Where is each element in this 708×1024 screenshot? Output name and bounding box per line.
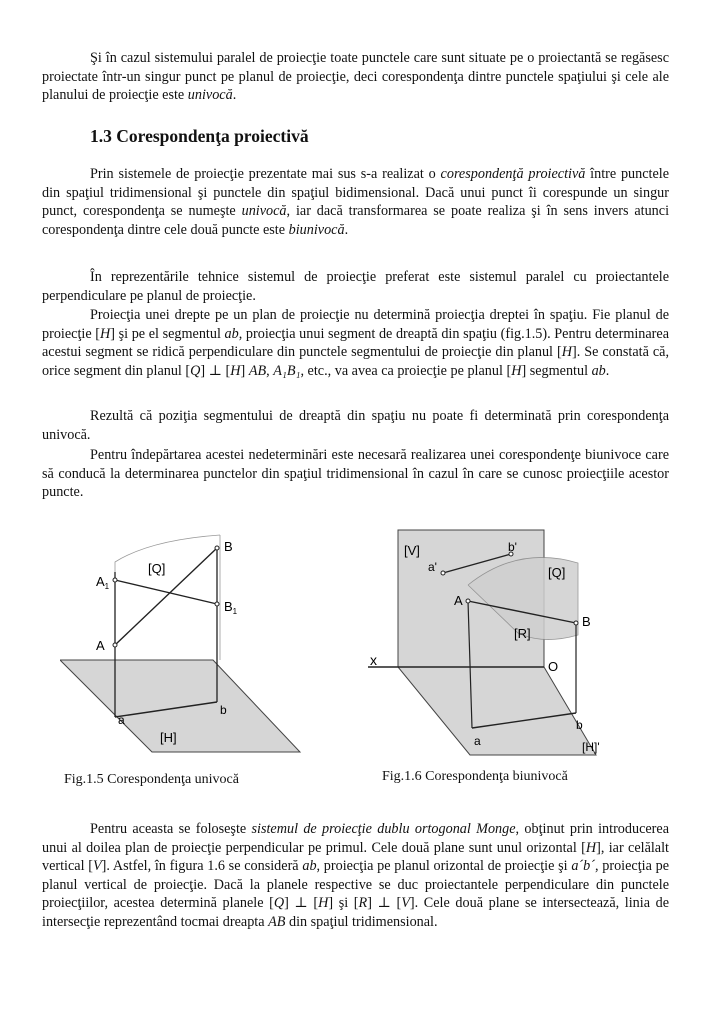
label-q: [Q] bbox=[548, 565, 566, 580]
label-a-lower: a bbox=[118, 713, 125, 727]
point-a1 bbox=[113, 578, 117, 582]
label-q: [Q] bbox=[148, 561, 166, 576]
caption-fig-1-6: Fig.1.6 Corespondenţa biunivocă bbox=[382, 769, 568, 784]
label-a: A bbox=[96, 638, 105, 653]
label-x: x bbox=[370, 652, 377, 668]
label-b-lower: b bbox=[220, 703, 227, 717]
label-a: A bbox=[454, 593, 463, 608]
label-b1: $B_1$ bbox=[224, 599, 238, 616]
paragraph-technical-representations: În reprezentările tehnice sistemul de proiecţie preferat este sistemul paralel cu proiectantele perpendiculare pe planul de proiecţie. bbox=[42, 269, 669, 304]
paragraph-parallel-projection: Şi în cazul sistemului paralel de proiecţie toate punctele care sunt situate pe o proiectantă se regăsesc proiectate într-un singur punct pe planul de proiecţie, deci corespondenţa dintre punctele spaţiului şi cele ale planului de proiecţie este univocă. bbox=[42, 50, 669, 104]
plane-h bbox=[60, 660, 300, 752]
label-b: B bbox=[224, 539, 233, 554]
paragraph-line-projection: Proiecţia unei drepte pe un plan de proiecţie nu determină proiecţia dreptei în spaţiu. Fie planul de proiecţie [H] şi pe el segmentul ab, proiecţia unui segment de dreaptă din spaţiu (fig.1.5). Pentru determinarea acestui segment se ridică perpendiculare din punctele segmentului de proiecţie din planul [H]. Se constată că, orice segment din planul [Q] ⊥ [H] AB, A₁B₁, etc., va avea ca proiecţie pe planul [H] segmentul ab. bbox=[42, 307, 670, 379]
label-b-lower: b bbox=[576, 718, 583, 732]
segment-ab-space bbox=[115, 548, 217, 645]
point-a bbox=[113, 643, 117, 647]
label-a1: $A_1$ bbox=[96, 574, 110, 591]
section-heading: 1.3 Corespondenţa proiectivă bbox=[90, 126, 309, 146]
paragraph-projective-correspondence: Prin sistemele de proiecţie prezentate mai sus s-a realizat o corespondenţă proiectivă între punctele din spaţiul tridimensional şi punctele din spaţiul bidimensional. Dacă unui punct îi corespunde un singur punct, corespondenţa se numeşte univocă, iar dacă transformarea se poate realiza şi în sens invers atunci corespondenţa dintre cele două puncte este biunivocă. bbox=[42, 166, 670, 238]
point-b1 bbox=[215, 602, 219, 606]
label-a-lower: a bbox=[474, 734, 481, 748]
point-a bbox=[466, 599, 470, 603]
segment-a1b1 bbox=[115, 580, 217, 604]
point-a-prime bbox=[441, 571, 445, 575]
plane-q-outline bbox=[115, 535, 220, 660]
label-h: [H] bbox=[160, 730, 177, 745]
label-b: B bbox=[582, 614, 591, 629]
point-b bbox=[574, 621, 578, 625]
figure-1-6 bbox=[368, 525, 608, 765]
label-v: [V] bbox=[404, 543, 420, 558]
paragraph-monge-system: Pentru aceasta se foloseşte sistemul de proiecţie dublu ortogonal Monge, obţinut prin introducerea unui al doilea plan de proiecţie perpendicular pe primul. Cele două plane sunt unul orizontal [H], iar celălalt vertical [V]. Astfel, în figura 1.6 se consideră ab, proiecţia pe planul orizontal de proiecţie şi a´b´, proiecţia pe planul vertical de proiecţie. Dacă la planele respective se duc proiectantele perpendiculare din punctele proiecţiilor, acestea determină planele [Q] ⊥ [H] şi [R] ⊥ [V]. Cele două plane se intersectează, linia de intersecţie reprezentând tocmai dreapta AB din spaţiul tridimensional. bbox=[42, 821, 670, 930]
plane-h-prime bbox=[398, 667, 596, 755]
label-h-prime: [H]' bbox=[582, 740, 600, 754]
paragraph-result-univocal: Rezultă că poziţia segmentului de dreaptă din spaţiu nu poate fi determinată prin corespondenţa univocă. bbox=[42, 408, 669, 443]
label-b-prime: b' bbox=[508, 540, 517, 554]
point-b bbox=[215, 546, 219, 550]
label-o: O bbox=[548, 659, 559, 674]
label-a-prime: a' bbox=[428, 560, 437, 574]
paragraph-biunivocal: Pentru îndepărtarea acestei nedeterminări este necesară realizarea unei corespondenţe biunivoce care să conducă la determinarea punctelor din spaţiul tridimensional în cazul în care se cunosc proiecţiile acestor puncte. bbox=[42, 447, 669, 501]
label-r: [R] bbox=[514, 626, 531, 641]
caption-fig-1-5: Fig.1.5 Corespondenţa univocă bbox=[64, 772, 239, 787]
figure-1-5 bbox=[60, 520, 310, 770]
